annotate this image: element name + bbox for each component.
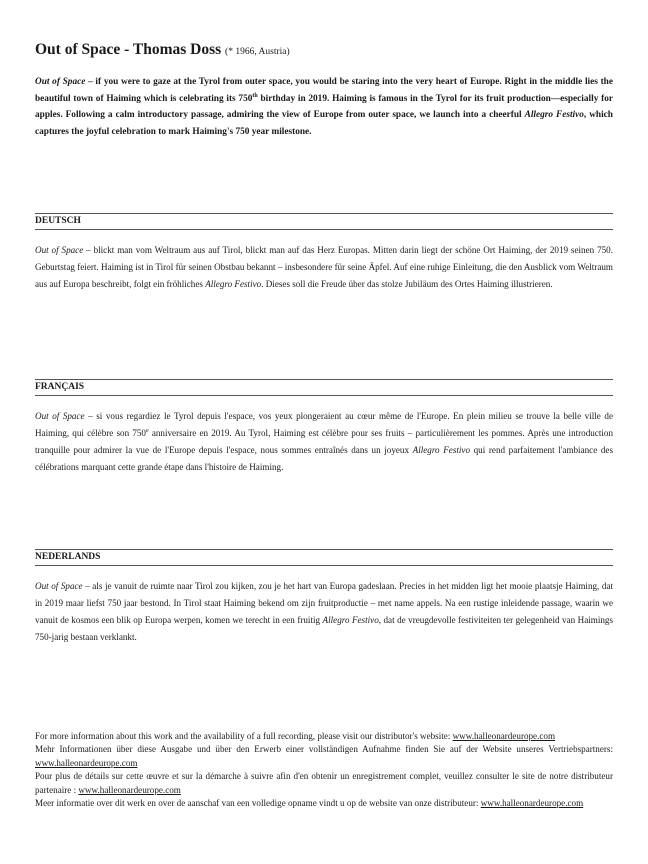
work-title: Out of Space <box>35 581 83 591</box>
intro-text-1: – if you were to gaze at the Tyrol from outer space, you would be staring into the very heart of Europe. Right in the middle lies the beautiful town of Haiming which is celebrating its 750 <box>35 77 613 104</box>
nl-text-2: , dat de vreugdevolle festiviteiten ter gelegenheid van Haimings 750-jarig bestaan verklankt. <box>35 615 613 642</box>
page-title <box>35 40 613 62</box>
work-title: Out of Space <box>35 411 85 421</box>
footer-text-nl: Meer informatie over dit werk en over de aanschaf van een volledige opname vindt u op de website van onze distributeur: <box>35 798 481 809</box>
distributor-link-en[interactable]: www.halleonardeurope.com <box>452 731 556 741</box>
de-text-2: . Dieses soll die Freude über das stolze Jubiläum des Ortes Haiming illustrieren. <box>261 279 553 289</box>
tempo-marking: Allegro Festivo <box>205 279 262 289</box>
section-nederlands <box>35 549 613 646</box>
tempo-marking: Allegro Festivo <box>524 110 584 120</box>
intro-text-3: , which captures the joyful celebration to mark Haiming's 750 year milestone. <box>35 110 613 137</box>
french-description <box>35 408 613 476</box>
work-title: Out of Space <box>35 245 84 255</box>
intro-text-2: birthday in 2019. Haiming is famous in the Tyrol for its fruit production—especially for apples. Following a calm introductory passage, admiring the view of Europe from outer space, we launch into a cheerful <box>35 93 613 120</box>
de-text-1: – blickt man vom Weltraum aus auf Tirol, blickt man auf das Herz Europas. Mitten darin liegt der schöne Ort Haiming, der 2019 seinen 750. Geburtstag feiert. Haiming ist in Tirol für seinen Obstbau bekannt – insbesondere für seine Äpfel. Auf eine ruhige Einleitung, die den Ausblick vom Weltraum aus auf Europa beschreibt, folgt ein fröhliches <box>35 245 613 289</box>
work-title: Out of Space <box>35 77 86 87</box>
fr-text-1: – si vous regardiez le Tyrol depuis l'espace, vos yeux plongeraient au cœur même de l'Europe. En plein milieu se trouve la belle ville de Haiming, qui célèbre son 750 <box>35 411 613 438</box>
document-header <box>35 40 613 140</box>
section-deutsch <box>35 213 613 293</box>
footer-text-en: For more information about this work and the availability of a full recording, please visit our distributor's website: <box>35 731 453 741</box>
footer-dutch <box>35 797 613 810</box>
nl-text-1: – als je vanuit de ruimte naar Tirol zou kijken, zou je het hart van Europa gadeslaan. Precies in het midden ligt het mooie plaatsje Haiming, dat in 2019 maar liefst 750 jaar bestond. In Tirol staat Haiming bekend om zijn fruitproductie – met name appels. Na een rustige inleidende passage, waarin we vanuit de kosmos een blik op Europa werpen, komen we terecht in een fruitig <box>35 581 614 625</box>
distributor-link-fr[interactable]: www.halleonardeurope.com <box>78 784 181 795</box>
section-francais <box>35 379 613 476</box>
footer-german <box>35 743 613 770</box>
footer-english <box>35 730 613 743</box>
fr-text-3: qui rend parfaitement l'ambiance des célébrations marquant cette grande étape dans l'histoire de Haiming. <box>35 445 613 472</box>
distributor-link-de[interactable]: www.halleonardeurope.com <box>35 757 138 768</box>
footer-french <box>35 770 613 797</box>
ordinal-suffix: th <box>252 92 258 99</box>
footer-text-fr: Pour plus de détails sur cette œuvre et sur la démarche à suivre afin d'en obtenir un enregistrement complet, veuillez consulter le site de notre distributeur partenaire : <box>35 771 613 795</box>
title-text: Out of Space - Thomas Doss <box>35 41 222 58</box>
tempo-marking: Allegro Festivo <box>322 615 379 625</box>
section-heading-deutsch: DEUTSCH <box>35 213 613 230</box>
distributor-link-nl[interactable]: www.halleonardeurope.com <box>480 798 584 809</box>
footer-text-de: Mehr Informationen über diese Ausgabe und über den Erwerb einer vollständigen Aufnahme finden Sie auf der Website unseres Vertriebspartners: <box>35 744 613 755</box>
tempo-marking: Allegro Festivo <box>412 445 470 455</box>
ordinal-suffix: e <box>145 427 149 434</box>
dutch-description <box>35 578 613 646</box>
composer-dates: (* 1966, Austria) <box>225 47 290 57</box>
section-heading-nederlands: NEDERLANDS <box>35 549 613 566</box>
section-heading-francais: FRANÇAIS <box>35 379 613 396</box>
distributor-footer <box>35 730 613 810</box>
german-description <box>35 242 613 293</box>
english-description <box>35 74 613 140</box>
fr-text-2: anniversaire en 2019. Au Tyrol, Haiming est célèbre pour ses fruits – particulièrement les pommes. Après une introduction tranquille pour admirer la vue de l'Europe depuis l'espace, nous sommes entraînés dans un joyeux <box>35 428 613 455</box>
